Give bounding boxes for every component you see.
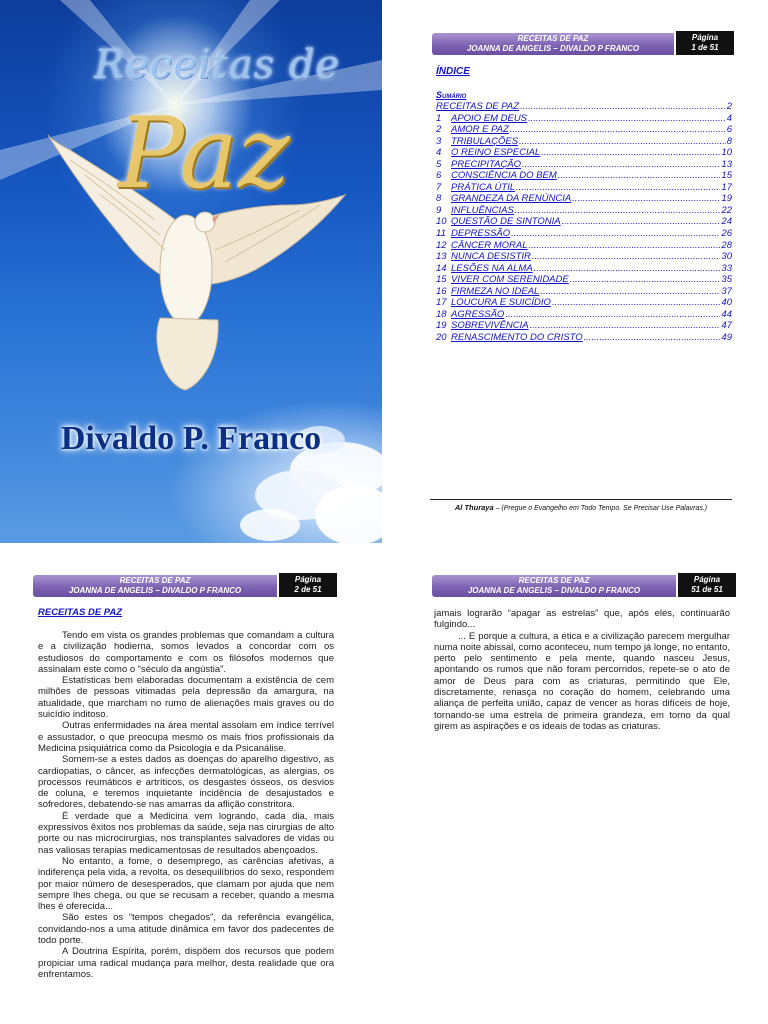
toc-entry[interactable] bbox=[436, 136, 732, 148]
toc-entry[interactable] bbox=[436, 124, 732, 136]
toc-entry-title[interactable]: LESÕES NA ALMA bbox=[451, 262, 533, 274]
toc-leader-dots bbox=[540, 286, 720, 298]
toc-entry-number: 9 bbox=[436, 204, 442, 216]
toc-entry-title[interactable]: CONSCIÊNCIA DO BEM bbox=[451, 170, 557, 182]
toc-entry[interactable] bbox=[436, 205, 732, 217]
header-subtitle: JOANNA DE ANGELIS – DIVALDO P FRANCO bbox=[68, 586, 242, 595]
toc-entry-page: 47 bbox=[721, 320, 732, 332]
toc-leader-dots bbox=[515, 205, 721, 217]
toc-leader-dots bbox=[558, 170, 721, 182]
page-51-body bbox=[434, 608, 730, 732]
toc-entry-page: 49 bbox=[721, 331, 732, 343]
toc-leader-dots bbox=[541, 147, 720, 159]
toc-entry[interactable] bbox=[436, 170, 732, 182]
toc-entry-number: 11 bbox=[436, 228, 446, 240]
toc-leader-dots bbox=[505, 309, 720, 321]
toc-entry[interactable] bbox=[436, 228, 732, 240]
toc-entry-number: 6 bbox=[436, 170, 442, 182]
page-count: 51 de 51 bbox=[691, 585, 723, 594]
toc-entry-page: 28 bbox=[721, 239, 732, 251]
toc-entry[interactable] bbox=[436, 309, 732, 321]
toc-entry-title[interactable]: RENASCIMENTO DO CRISTO bbox=[451, 331, 583, 343]
toc-leader-dots bbox=[520, 101, 726, 113]
toc-entry-number: 1 bbox=[436, 112, 442, 124]
body-paragraph: jamais lograrão “apagar as estrelas” que, após eles, continuarão fulgindo... bbox=[434, 608, 730, 631]
toc-leader-dots bbox=[570, 274, 721, 286]
footer-bold: Al Thuraya bbox=[454, 503, 494, 512]
toc-entry[interactable] bbox=[436, 113, 732, 125]
toc-entry-title[interactable]: TRIBULAÇÕES bbox=[451, 135, 519, 147]
toc-entry-number: 8 bbox=[436, 193, 442, 205]
toc-entry[interactable] bbox=[436, 193, 732, 205]
toc-entry-page: 10 bbox=[721, 147, 732, 159]
page-word: Página bbox=[294, 575, 322, 584]
toc-entry[interactable] bbox=[436, 274, 732, 286]
toc-entry-number: 15 bbox=[436, 274, 447, 286]
toc-leader-dots bbox=[562, 216, 721, 228]
body-paragraph: Outras enfermidades na área mental assolam em índice terrível e assustador, o que preocupa mesmo os mais frios profissionais da Medicina psiquiátrica como da Psicologia e da Psicanálise. bbox=[38, 720, 334, 754]
toc-entry[interactable] bbox=[436, 251, 732, 263]
body-paragraph: Tendo em vista os grandes problemas que comandam a cultura e a civilização hodierna, somos levados a concordar com os estudiosos do comportamento e com os filósofos modernos que assinalam este como o “século da angústia”. bbox=[38, 630, 334, 675]
page-header bbox=[432, 33, 734, 55]
toc-leader-dots bbox=[528, 113, 726, 125]
toc-leader-dots bbox=[516, 182, 720, 194]
toc-entry-number: 19 bbox=[436, 320, 447, 332]
page-number-box bbox=[676, 31, 734, 55]
toc-entry-number: 3 bbox=[436, 135, 442, 147]
toc-entry-title[interactable]: LOUCURA E SUICÍDIO bbox=[451, 297, 551, 309]
toc-page bbox=[384, 0, 768, 543]
toc-entry-page: 37 bbox=[721, 285, 732, 297]
page-count: 1 de 51 bbox=[691, 43, 719, 52]
toc-entry-title[interactable]: SOBREVIVÊNCIA bbox=[451, 320, 529, 332]
toc-entry[interactable] bbox=[436, 240, 732, 252]
toc-entry-title[interactable]: AGRESSÃO bbox=[451, 308, 505, 320]
toc-entry[interactable] bbox=[436, 332, 732, 344]
page-header bbox=[432, 575, 736, 597]
cover-title-line2: Paz bbox=[118, 97, 290, 211]
toc-entry-page: 17 bbox=[721, 181, 732, 193]
toc-leader-dots bbox=[510, 124, 726, 136]
toc-entry-title[interactable]: PRÁTICA ÚTIL bbox=[451, 181, 516, 193]
toc-entry-page: 24 bbox=[721, 216, 732, 228]
body-paragraph: ... E porque a cultura, a ética e a civilização parecem mergulhar numa noite abissal, como aconteceu, num tempo já longe, no entanto, perto pelo sentimento e pela mente, quando nasceu Jesus, apontando os rumos que não foram percorridos, repete-se o ato de amor de Deus para com as criaturas, permitindo que Ele, discretamente, renasça no coração do homem, celebrando uma aliança de perfeita união, capaz de vencer as horas difíceis de hoje, tornando-se uma estrela de primeira grandeza, em torno da qual girem as aspirações e os ideais de todas as criaturas. bbox=[434, 630, 730, 732]
toc-leader-dots bbox=[519, 136, 726, 148]
header-subtitle: JOANNA DE ANGELIS – DIVALDO P FRANCO bbox=[466, 44, 640, 53]
header-subtitle: JOANNA DE ANGELIS – DIVALDO P FRANCO bbox=[467, 586, 641, 595]
toc-entry-page: 30 bbox=[721, 251, 732, 263]
page-footer bbox=[430, 503, 732, 512]
toc-leader-dots bbox=[511, 228, 720, 240]
toc-entry-title[interactable]: DEPRESSÃO bbox=[451, 228, 511, 240]
toc-entry[interactable] bbox=[436, 286, 732, 298]
toc-leader-dots bbox=[552, 297, 720, 309]
header-title: RECEITAS DE PAZ bbox=[119, 576, 191, 585]
toc-entry-title[interactable]: INFLUÊNCIAS bbox=[451, 204, 514, 216]
page-count: 2 de 51 bbox=[294, 585, 322, 594]
toc-entry-title[interactable]: PRECIPITAÇÃO bbox=[451, 158, 522, 170]
toc-entry[interactable] bbox=[436, 101, 732, 113]
toc-entry-page: 6 bbox=[726, 124, 732, 136]
footer-divider bbox=[430, 499, 732, 500]
page-word: Página bbox=[693, 575, 721, 584]
toc-entry-title[interactable]: VIVER COM SERENIDADE bbox=[451, 274, 569, 286]
header-title: RECEITAS DE PAZ bbox=[517, 34, 589, 43]
toc-entry-page: 8 bbox=[726, 135, 732, 147]
section-title: RECEITAS DE PAZ bbox=[38, 607, 123, 618]
toc-entry-page: 35 bbox=[721, 274, 732, 286]
page-51 bbox=[384, 575, 768, 1024]
toc-entry-title[interactable]: NUNCA DESISTIR bbox=[451, 251, 531, 263]
toc-entry-title[interactable]: RECEITAS DE PAZ bbox=[436, 101, 520, 112]
toc-entry[interactable] bbox=[436, 263, 732, 275]
toc-entry[interactable] bbox=[436, 147, 732, 159]
toc-entry-title[interactable]: QUESTÃO DE SINTONIA bbox=[451, 216, 561, 228]
toc-entry-page: 44 bbox=[721, 308, 732, 320]
toc-entry-page: 19 bbox=[721, 193, 732, 205]
toc-entry[interactable] bbox=[436, 159, 732, 171]
header-band bbox=[432, 575, 676, 597]
toc-entry-page: 22 bbox=[721, 204, 732, 216]
toc-entry-page: 33 bbox=[721, 262, 732, 274]
toc-entry[interactable] bbox=[436, 297, 732, 309]
toc-entry[interactable] bbox=[436, 182, 732, 194]
toc-entry-number: 7 bbox=[436, 181, 442, 193]
page-number-box bbox=[279, 573, 337, 597]
toc-entry-number: 16 bbox=[436, 285, 447, 297]
toc-entry-title[interactable]: FIRMEZA NO IDEAL bbox=[451, 285, 540, 297]
body-paragraph: É verdade que a Medicina vem logrando, cada dia, mais expressivos êxitos nos problemas da saúde, seja nas cirurgias de alto porte ou nas microcirurgias, nos transplantes salvadores de vidas ou nas valiosas terapias medicamentosas de resultados abençoados. bbox=[38, 810, 334, 856]
body-paragraph: A Doutrina Espírita, porém, dispõem dos recursos que podem propiciar uma radical mudança para melhor, desta realidade que ora enfrentamos. bbox=[38, 946, 334, 980]
page-2-body bbox=[38, 630, 334, 980]
page-number-box bbox=[678, 573, 736, 597]
toc-entry-number: 5 bbox=[436, 158, 442, 170]
toc-entry-title[interactable]: AMOR E PAZ bbox=[451, 124, 509, 136]
toc-heading: ÍNDICE bbox=[436, 66, 470, 77]
toc-summary-label: Sumário bbox=[436, 90, 467, 100]
body-paragraph: Somem-se a estes dados as doenças do aparelho digestivo, as cardiopatias, o câncer, as infecções dermatológicas, as alergias, os processos reumáticos e artríticos, os desgastes ósseos, os desvios de coluna, e teremos inquietante incidência de desajustados e sofredores, debatendo-se nas amarras da aflição constritora. bbox=[38, 754, 334, 811]
toc-entry-title[interactable]: CÂNCER MORAL bbox=[451, 239, 528, 251]
toc-leader-dots bbox=[572, 193, 720, 205]
cover-author: Divaldo P. Franco bbox=[60, 420, 322, 457]
page-header bbox=[33, 575, 337, 597]
page-word: Página bbox=[691, 33, 719, 42]
book-cover bbox=[0, 0, 382, 543]
footer-rest: – (Pregue o Evangelho em Todo Tempo. Se Precisar Use Palavras.) bbox=[493, 505, 708, 512]
toc-entry-page: 15 bbox=[721, 170, 732, 182]
header-band bbox=[432, 33, 674, 55]
page-2 bbox=[0, 575, 384, 1024]
header-title: RECEITAS DE PAZ bbox=[518, 576, 590, 585]
header-band bbox=[33, 575, 277, 597]
toc-entry-number: 14 bbox=[436, 262, 447, 274]
toc-entry[interactable] bbox=[436, 320, 732, 332]
toc-entry-number: 18 bbox=[436, 308, 447, 320]
toc-entry-number: 20 bbox=[436, 331, 447, 343]
toc-leader-dots bbox=[584, 332, 721, 344]
body-paragraph: São estes os “tempos chegados”, da referência evangélica, convidando-nos a uma atitude dinâmica em favor dos padecentes de todo porte. bbox=[38, 912, 334, 947]
toc-entry-page: 2 bbox=[726, 101, 732, 112]
toc-entry-number: 2 bbox=[436, 124, 442, 136]
body-paragraph: No entanto, a fome, o desemprego, as carências afetivas, a indiferença pela vida, a revolta, os desequilíbrios do sexo, respondem por maior número de desesperados, que clamam por ajuda que nem sempre lhes chega, ou que se recusam a receber, quando a mesma lhes é oferecida... bbox=[38, 855, 334, 913]
toc-entry-page: 26 bbox=[721, 228, 732, 240]
toc-entry-title[interactable]: GRANDEZA DA RENÚNCIA bbox=[451, 193, 572, 205]
toc-entry-number: 10 bbox=[436, 216, 447, 228]
toc-leader-dots bbox=[522, 159, 720, 171]
toc-leader-dots bbox=[529, 240, 721, 252]
toc-entry-number: 12 bbox=[436, 239, 447, 251]
toc-entry-number: 13 bbox=[436, 251, 447, 263]
toc-entry-page: 13 bbox=[721, 158, 732, 170]
toc-entry-title[interactable]: O REINO ESPECIAL bbox=[451, 147, 541, 159]
toc-entry-title[interactable]: APOIO EM DEUS bbox=[451, 112, 528, 124]
toc-entry-page: 40 bbox=[721, 297, 732, 309]
toc-entry[interactable] bbox=[436, 216, 732, 228]
cover-title-line1: Receitas de bbox=[94, 42, 341, 88]
toc-entry-number: 4 bbox=[436, 147, 442, 159]
toc-entry-number: 17 bbox=[436, 297, 447, 309]
toc-entry-page: 4 bbox=[726, 112, 732, 124]
body-paragraph: Estatísticas bem elaboradas documentam a existência de cem milhões de pessoas vitimadas pela depressão da amargura, na atualidade, que marcham no rumo de alienações mais graves ou do suicídio inditoso. bbox=[38, 675, 334, 721]
toc-leader-dots bbox=[534, 263, 721, 275]
toc-leader-dots bbox=[530, 320, 721, 332]
toc-list bbox=[436, 101, 732, 343]
toc-leader-dots bbox=[532, 251, 721, 263]
